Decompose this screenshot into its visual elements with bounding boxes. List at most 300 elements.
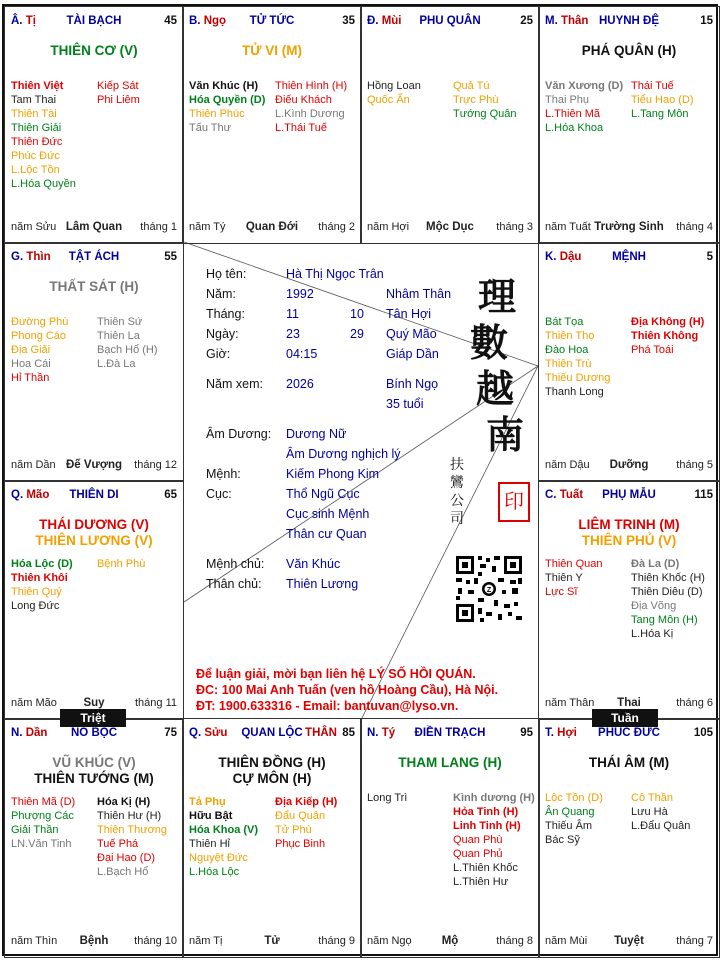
main-stars <box>5 43 183 59</box>
minor-stars-right <box>453 791 535 889</box>
minor-star: Thiên Không <box>631 330 699 342</box>
footer-year: năm Dậu <box>545 459 590 471</box>
footer-year: năm Mão <box>11 697 57 709</box>
main-star: PHÁ QUÂN (H) <box>581 43 677 58</box>
branch-name: Tuất <box>559 489 584 501</box>
tu-vi-chart <box>2 4 718 956</box>
minor-star: L.Thiên Mã <box>545 108 601 120</box>
minor-star: Thái Tuế <box>631 80 674 92</box>
branch-stem: Q. <box>11 489 27 501</box>
palace-name: HUYNH ĐỆ <box>598 15 660 27</box>
branch-stem: K. <box>545 251 560 263</box>
minor-star: Địa Kiếp (H) <box>275 796 338 808</box>
main-stars <box>539 755 719 771</box>
footer-stage: Dưỡng <box>609 459 649 471</box>
minor-star: L.Hóa Khoa <box>545 122 604 134</box>
palace-header <box>367 727 533 741</box>
minor-star: Đào Hoa <box>545 344 589 356</box>
minor-stars-left <box>367 79 421 107</box>
palace-header <box>545 15 713 29</box>
footer-stage: Thai <box>617 697 641 709</box>
main-stars <box>5 517 183 549</box>
branch-name: Tị <box>25 15 36 27</box>
branch-name: Dậu <box>559 251 582 263</box>
branch-stem: C. <box>545 489 560 501</box>
minor-star: Thiên Tài <box>11 108 57 120</box>
minor-star: Đường Phù <box>11 316 69 328</box>
tuan-tag: Tuần <box>592 709 658 727</box>
footer-year: năm Thân <box>545 697 595 709</box>
minor-star: Thiên Y <box>545 572 583 584</box>
main-stars <box>5 279 183 295</box>
name-label: Họ tên: <box>206 267 247 281</box>
minor-star: Địa Võng <box>631 600 677 612</box>
minor-stars-right <box>97 79 140 107</box>
palace-number: 35 <box>342 15 355 27</box>
palace-header <box>545 489 713 503</box>
minor-stars-left <box>11 557 73 613</box>
palace-name: PHÚC ĐỨC <box>598 727 660 739</box>
minor-star: Văn Xương (D) <box>545 80 624 92</box>
palace-header <box>189 15 355 29</box>
calligraphy-logo <box>468 274 524 458</box>
minor-star: Hóa Kị (H) <box>97 796 151 808</box>
minor-star: Thiên Thương <box>97 824 168 836</box>
day-solar: 23 <box>286 327 300 341</box>
minor-star: Quốc Ấn <box>367 94 410 106</box>
palace-name: TÀI BẠCH <box>66 15 122 27</box>
minor-star: Lưu Hà <box>631 806 668 818</box>
main-star: CỰ MÔN (H) <box>232 771 312 786</box>
than-chu-value: Thiên Lương <box>286 577 359 591</box>
palace-header <box>11 15 177 29</box>
minor-stars-right <box>97 795 167 879</box>
minor-star: L.Thái Tuế <box>275 122 327 134</box>
palace-cell-ty[interactable] <box>4 6 184 244</box>
main-star: LIÊM TRINH (M) <box>578 517 680 532</box>
am-duong-label: Âm Dương: <box>206 427 272 441</box>
palace-cell-mui[interactable] <box>360 6 540 244</box>
minor-star: Thiên Việt <box>11 80 64 92</box>
minor-star: Thanh Long <box>545 386 604 398</box>
minor-star: Thiên Quý <box>11 586 62 598</box>
footer-stage: Mộ <box>441 935 459 947</box>
minor-star: L.Lộc Tồn <box>11 164 60 176</box>
minor-star: Phúc Đức <box>11 150 60 162</box>
branch-name: Thân <box>560 15 589 27</box>
minor-star: Tả Phụ <box>189 796 226 808</box>
footer-year: năm Thìn <box>11 935 58 947</box>
month-label: Tháng: <box>206 307 245 321</box>
branch-stem: M. <box>545 15 561 27</box>
footer-year: năm Dần <box>11 459 56 471</box>
minor-star: Trực Phù <box>453 94 499 106</box>
branch-name: Sửu <box>204 727 228 739</box>
main-stars <box>361 755 539 771</box>
minor-star: Thiếu Dương <box>545 372 611 384</box>
palace-header <box>545 251 713 265</box>
minor-star: Thiên Giải <box>11 122 62 134</box>
am-duong-relation: Âm Dương nghịch lý <box>286 447 401 461</box>
minor-star: Giải Thần <box>11 824 59 836</box>
footer-year: năm Hợi <box>367 221 410 233</box>
main-star: THẤT SÁT (H) <box>49 279 139 294</box>
palace-footer <box>545 459 713 473</box>
minor-star: Địa Giải <box>11 344 51 356</box>
minor-star: Thiên Đức <box>11 136 63 148</box>
birth-info-panel <box>184 244 540 720</box>
minor-star: Lực Sĩ <box>545 586 578 598</box>
main-star: THÁI DƯƠNG (V) <box>39 517 149 532</box>
minor-star: Thiên Thọ <box>545 330 595 342</box>
branch-name: Dần <box>25 727 48 739</box>
minor-stars-left <box>11 79 76 191</box>
than-marker: THÂN <box>305 727 337 739</box>
palace-number: 55 <box>164 251 177 263</box>
cuc-value: Thổ Ngũ Cục <box>286 487 360 501</box>
footer-month: tháng 11 <box>134 697 177 709</box>
contact-info <box>196 666 498 714</box>
minor-stars-right <box>631 557 705 641</box>
seal-subtitle: 扶鸞公司 <box>450 457 464 527</box>
palace-name: PHỤ MẪU <box>602 489 656 501</box>
minor-star: Thiên Trù <box>545 358 592 370</box>
minor-star: Thiên Khốc (H) <box>631 572 705 584</box>
day-label: Ngày: <box>206 327 239 341</box>
minor-star: Phượng Các <box>11 810 74 822</box>
minor-star: Đẩu Quân <box>275 810 326 822</box>
palace-cell-than[interactable] <box>538 6 720 244</box>
footer-stage: Tử <box>264 935 280 947</box>
palace-number: 105 <box>693 727 713 739</box>
footer-stage: Đế Vượng <box>65 459 123 471</box>
palace-cell-thin[interactable] <box>4 242 184 482</box>
palace-number: 115 <box>694 489 713 501</box>
footer-year: năm Tị <box>189 935 223 947</box>
minor-star: Tiểu Hao (D) <box>631 94 694 106</box>
footer-stage: Mộc Dục <box>426 221 474 233</box>
minor-star: Đại Hao (D) <box>97 852 156 864</box>
menh-value: Kiếm Phong Kim <box>286 467 380 481</box>
palace-cell-tuat[interactable] <box>538 480 720 720</box>
footer-month: tháng 2 <box>318 221 355 233</box>
cuc-relation: Cục sinh Mệnh <box>286 507 370 521</box>
minor-star: L.Kình Dương <box>275 108 345 120</box>
minor-star: Thiên Hư (H) <box>97 810 162 822</box>
palace-name: QUAN LỘC <box>241 727 303 739</box>
branch-stem: T. <box>545 727 558 739</box>
minor-star: Phục Binh <box>275 838 326 850</box>
footer-year: năm Tý <box>189 221 226 233</box>
branch-stem: B. <box>189 15 204 27</box>
palace-number: 65 <box>164 489 177 501</box>
minor-star: Lộc Tồn (D) <box>545 792 603 804</box>
palace-number: 15 <box>700 15 713 27</box>
palace-footer <box>545 935 713 949</box>
minor-star: Thiên Sứ <box>97 316 143 328</box>
triet-tag: Triệt <box>60 709 126 727</box>
minor-stars-right <box>453 79 517 121</box>
contact-phone-email[interactable]: ĐT: 1900.633316 - Email: bantuvan@lyso.vn. <box>196 699 459 713</box>
palace-name: NÔ BỘC <box>71 727 117 739</box>
minor-stars-right <box>275 795 337 851</box>
hour-value: 04:15 <box>286 347 318 361</box>
day-can-chi: Quý Mão <box>386 327 437 341</box>
minor-star: L.Hóa Quyền <box>11 178 76 190</box>
palace-footer <box>11 459 177 473</box>
footer-stage: Suy <box>83 697 105 709</box>
minor-star: Hỏa Tinh (H) <box>453 806 519 818</box>
menh-chu-value: Văn Khúc <box>286 557 341 571</box>
palace-name: THIÊN DI <box>69 489 119 501</box>
than-chu-label: Thân chủ: <box>206 577 262 591</box>
age-value: 35 tuổi <box>386 397 424 411</box>
minor-star: Hóa Khoa (V) <box>189 824 259 836</box>
branch-name: Thìn <box>26 251 51 263</box>
minor-star: Tướng Quân <box>453 108 517 120</box>
palace-footer <box>189 221 355 235</box>
hour-can-chi: Giáp Dần <box>386 347 439 361</box>
calligraphy-char: 越 <box>476 366 515 411</box>
palace-footer <box>11 221 177 235</box>
minor-star: Quả Tú <box>453 80 490 92</box>
minor-star: L.Thiên Khốc <box>453 862 518 874</box>
hour-label: Giờ: <box>206 347 231 361</box>
footer-year: năm Mùi <box>545 935 588 947</box>
minor-stars-left <box>189 79 265 135</box>
minor-star: Thiên Mã (D) <box>11 796 76 808</box>
footer-year: năm Sửu <box>11 221 57 233</box>
palace-header <box>11 251 177 265</box>
footer-month: tháng 1 <box>140 221 177 233</box>
minor-stars-left <box>545 79 623 135</box>
minor-star: Hữu Bật <box>189 810 233 822</box>
main-star: TỬ VI (M) <box>242 43 302 58</box>
footer-month: tháng 8 <box>496 935 533 947</box>
minor-star: Thiên Diêu (D) <box>631 586 703 598</box>
minor-star: Thai Phụ <box>545 94 590 106</box>
red-seal-icon: 印 <box>498 482 530 522</box>
palace-name: TỬ TỨC <box>249 15 295 27</box>
footer-stage: Tuyệt <box>614 935 644 947</box>
main-star: THÁI ÂM (M) <box>588 755 670 770</box>
minor-star: Phi Liêm <box>97 94 140 106</box>
minor-star: Phong Cáo <box>11 330 67 342</box>
minor-stars-right <box>275 79 347 135</box>
palace-header <box>11 727 177 741</box>
branch-name: Ngọ <box>203 15 227 27</box>
main-star: THIÊN ĐỒNG (H) <box>218 755 326 770</box>
branch-stem: Đ. <box>367 15 382 27</box>
minor-star: Bạch Hổ (H) <box>97 344 158 356</box>
day-lunar: 29 <box>350 327 364 341</box>
minor-star: Tuế Phá <box>97 838 139 850</box>
minor-star: Quan Phù <box>453 834 503 846</box>
main-stars <box>5 755 183 787</box>
palace-header <box>11 489 177 503</box>
minor-star: Tấu Thư <box>189 122 232 134</box>
minor-star: Tử Phù <box>275 824 312 836</box>
minor-star: Thiên Khôi <box>11 572 68 584</box>
footer-month: tháng 7 <box>676 935 713 947</box>
palace-name: MỆNH <box>612 251 646 263</box>
footer-month: tháng 6 <box>676 697 713 709</box>
month-lunar: 10 <box>350 307 364 321</box>
minor-star: Nguyệt Đức <box>189 852 248 864</box>
am-duong-value: Dương Nữ <box>286 427 347 441</box>
palace-cell-ty2[interactable] <box>360 718 540 958</box>
menh-chu-label: Mệnh chủ: <box>206 557 265 571</box>
branch-name: Hợi <box>557 727 577 739</box>
minor-stars-left <box>545 557 602 599</box>
minor-star: Thiên Hình (H) <box>275 80 348 92</box>
palace-footer <box>367 935 533 949</box>
palace-name: PHU QUÂN <box>419 15 481 27</box>
minor-star: Văn Khúc (H) <box>189 80 259 92</box>
palace-header <box>189 727 355 741</box>
minor-star: Kiếp Sát <box>97 80 139 92</box>
branch-stem: Â. <box>11 15 26 27</box>
footer-month: tháng 3 <box>496 221 533 233</box>
palace-cell-hoi[interactable] <box>538 718 720 958</box>
palace-number: 75 <box>164 727 177 739</box>
footer-stage: Quan Đới <box>245 221 299 233</box>
minor-stars-left <box>11 315 68 385</box>
main-stars <box>183 755 361 787</box>
minor-star: Thiên La <box>97 330 140 342</box>
footer-year: năm Tuất <box>545 221 591 233</box>
main-stars <box>539 43 719 59</box>
minor-star: L.Đà La <box>97 358 136 370</box>
minor-star: Bác Sỹ <box>545 834 580 846</box>
minor-stars-left <box>545 791 603 847</box>
palace-name: TẬT ÁCH <box>68 251 120 263</box>
minor-star: Thiên Hỉ <box>189 838 230 850</box>
minor-star: Đà La (D) <box>631 558 680 570</box>
minor-stars-left <box>11 795 75 851</box>
branch-name: Mùi <box>381 15 402 27</box>
minor-stars-right <box>97 315 158 371</box>
minor-star: Bệnh Phù <box>97 558 146 570</box>
palace-footer <box>367 221 533 235</box>
minor-stars-right <box>631 315 704 357</box>
minor-star: Thiên Phúc <box>189 108 245 120</box>
calligraphy-char: 理 <box>478 274 517 319</box>
calligraphy-char: 數 <box>470 320 509 365</box>
contact-address: ĐC: 100 Mai Anh Tuấn (ven hồ Hoàng Cầu), Hà Nội. <box>196 683 499 697</box>
branch-stem: N. <box>367 727 382 739</box>
minor-stars-left <box>367 791 407 805</box>
footer-year: năm Ngọ <box>367 935 412 947</box>
palace-footer <box>545 221 713 235</box>
minor-star: Quan Phủ <box>453 848 503 860</box>
name-value: Hà Thị Ngọc Trân <box>286 267 384 281</box>
minor-star: Cô Thần <box>631 792 673 804</box>
year-value: 1992 <box>286 287 314 301</box>
view-year-value: 2026 <box>286 377 314 391</box>
palace-number: 95 <box>520 727 533 739</box>
palace-footer <box>11 935 177 949</box>
menh-label: Mệnh: <box>206 467 241 481</box>
minor-stars-right <box>631 79 694 121</box>
palace-number: 25 <box>520 15 533 27</box>
main-star: VŨ KHÚC (V) <box>52 755 136 770</box>
qr-code-icon[interactable] <box>454 554 524 624</box>
branch-stem: Q. <box>189 727 205 739</box>
palace-number: 85 <box>342 727 355 739</box>
minor-star: Hỉ Thần <box>11 372 50 384</box>
main-stars <box>539 517 719 549</box>
main-star: THIÊN PHỦ (V) <box>581 533 677 548</box>
cuc-label: Cục: <box>206 487 232 501</box>
year-can-chi: Nhâm Thân <box>386 287 452 301</box>
minor-star: L.Hóa Kị <box>631 628 674 640</box>
palace-name: ĐIỀN TRẠCH <box>414 727 486 739</box>
footer-month: tháng 10 <box>134 935 177 947</box>
minor-stars-right <box>97 557 145 571</box>
minor-star: L.Tang Môn <box>631 108 689 120</box>
year-label: Năm: <box>206 287 236 301</box>
minor-star: Bát Tọa <box>545 316 584 328</box>
palace-cell-ngo[interactable] <box>182 6 362 244</box>
main-star: THAM LANG (H) <box>398 755 502 770</box>
minor-star: Long Đức <box>11 600 60 612</box>
footer-month: tháng 12 <box>134 459 177 471</box>
minor-star: Thiếu Âm <box>545 820 593 832</box>
minor-star: Thiên Quan <box>545 558 603 570</box>
calligraphy-char: 南 <box>486 412 525 457</box>
month-can-chi: Tân Hợi <box>386 307 432 321</box>
footer-month: tháng 9 <box>318 935 355 947</box>
than-position: Thân cư Quan <box>286 527 367 541</box>
minor-star: L.Bạch Hổ <box>97 866 149 878</box>
palace-footer <box>189 935 355 949</box>
palace-cell-dau[interactable] <box>538 242 720 482</box>
palace-header <box>545 727 713 741</box>
minor-stars-left <box>189 795 258 879</box>
branch-name: Tý <box>381 727 396 739</box>
minor-star: Kình dương (H) <box>453 792 535 804</box>
minor-star: Địa Không (H) <box>631 316 705 328</box>
footer-stage: Lâm Quan <box>65 221 123 233</box>
minor-star: Hoa Cái <box>11 358 51 370</box>
palace-cell-suu[interactable] <box>182 718 362 958</box>
svg-text:Z: Z <box>486 587 492 594</box>
palace-number: 5 <box>706 251 713 263</box>
minor-star: Điếu Khách <box>275 94 332 106</box>
minor-star: Tang Môn (H) <box>631 614 698 626</box>
footer-month: tháng 5 <box>676 459 713 471</box>
minor-star: Hóa Lộc (D) <box>11 558 73 570</box>
main-stars <box>183 43 361 59</box>
main-star: THIÊN TƯỚNG (M) <box>34 771 154 786</box>
minor-stars-right <box>631 791 690 833</box>
minor-stars-left <box>545 315 610 399</box>
branch-stem: N. <box>11 727 26 739</box>
branch-name: Mão <box>26 489 50 501</box>
footer-stage: Trường Sinh <box>594 221 664 233</box>
footer-stage: Bệnh <box>79 935 109 947</box>
contact-line: Để luận giải, mời bạn liên hệ LÝ SỐ HỒI QUÁN. <box>196 667 476 681</box>
minor-star: Hồng Loan <box>367 80 421 92</box>
minor-star: Ân Quang <box>545 806 595 818</box>
minor-star: L.Đẩu Quân <box>631 820 691 832</box>
palace-cell-mao[interactable] <box>4 480 184 720</box>
view-year-label: Năm xem: <box>206 377 263 391</box>
minor-star: Phá Toái <box>631 344 674 356</box>
minor-star: LN.Văn Tinh <box>11 838 72 850</box>
palace-cell-dan[interactable] <box>4 718 184 958</box>
